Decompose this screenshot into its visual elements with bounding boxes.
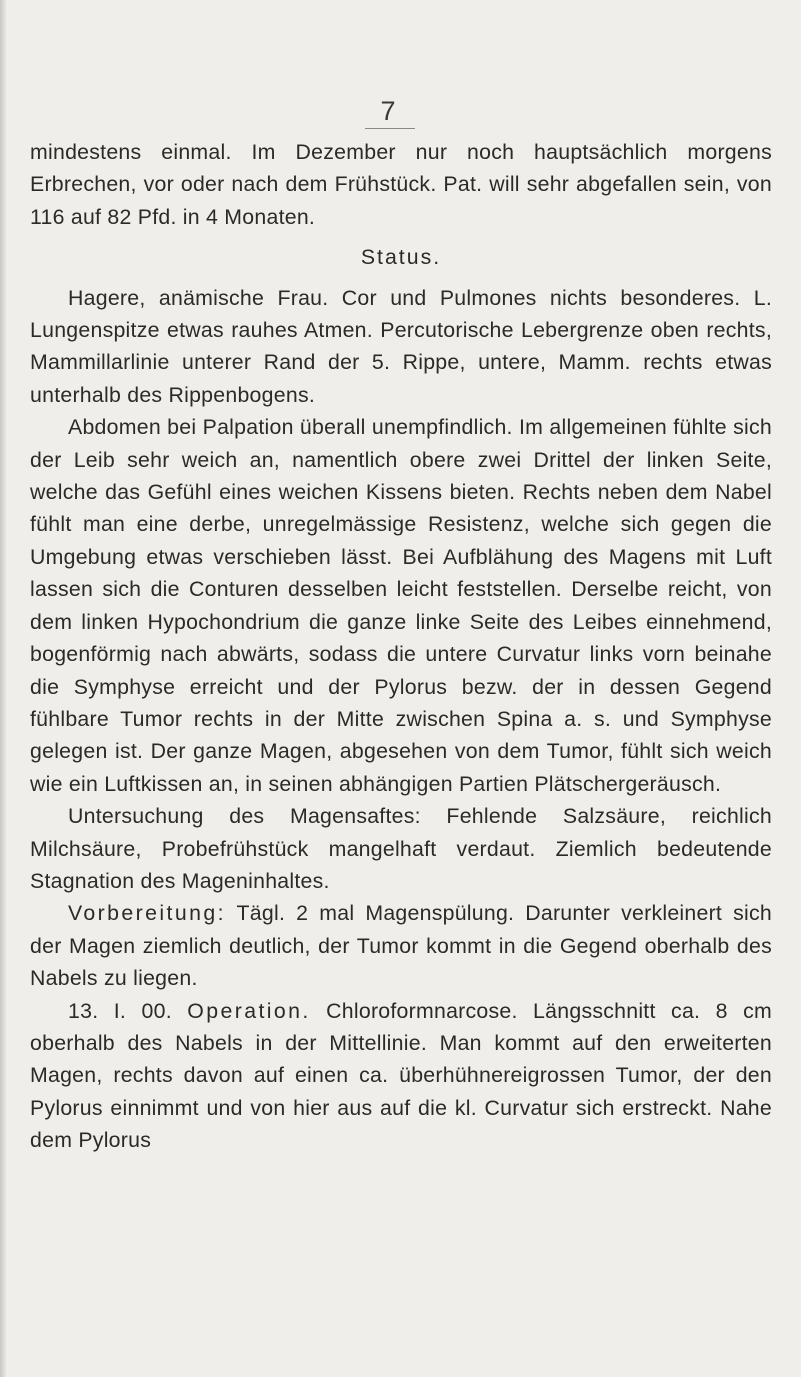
page-number-rule [365,128,415,129]
page-number: 7 [380,96,396,126]
paragraph-operation [30,995,772,1157]
paragraph-general-status: Hagere, anämische Frau. Cor und Pulmones nichts besonderes. L. Lungenspitze etwas rauhes Atmen. Percutorische Lebergrenze oben rechts, Mammillarlinie unterer Rand der 5. Rippe, untere, Mamm. rechts etwas unterhalb des Rippenbogens. [30,285,772,407]
paragraph-abdomen: Abdomen bei Palpation überall unempfindlich. Im allgemeinen fühlte sich der Leib sehr weich an, namentlich obere zwei Drittel der linken Seite, welche das Gefühl eines weichen Kissens bieten. Rechts neben dem Nabel fühlt man eine derbe, unregelmässige Resistenz, welche sich gegen die Umgebung etwas verschieben lässt. Bei Aufblähung des Magens mit Luft lassen sich die Conturen desselben leicht feststellen. Derselbe reicht, von dem linken Hypochondrium die ganze linke Seite des Leibes einnehmend, bogenförmig nach abwärts, sodass die untere Curvatur links vorn beinahe die Symphyse erreicht und der Pylorus bezw. der in dessen Gegend fühlbare Tumor rechts in der Mitte zwischen Spina a. s. und Symphyse gelegen ist. Der ganze Magen, abgesehen von dem Tumor, fühlt sich weich wie ein Luftkissen an, in seinen abhängigen Partien Plätschergeräusch. [30,415,772,796]
text-operation: Chloroformnarcose. Längsschnitt ca. 8 cm oberhalb des Nabels in der Mittellinie. Man kommt auf den erweiterten Magen, rechts davon auf einen ca. überhühnereigrossen Tumor, der den Pylorus einnimmt und von hier aus auf die kl. Curvatur sich erstreckt. Nahe dem Pylorus [30,998,773,1153]
text-preparation: Tägl. 2 mal Magenspülung. Darunter verkleinert sich der Magen ziemlich deutlich, der Tumor kommt in die Gegend oberhalb des Nabels zu liegen. [30,901,772,991]
page-edge-shadow [0,0,6,1377]
section-heading-status: Status. [360,245,442,270]
label-operation: Operation. [187,998,311,1023]
paragraph-gastric-juice: Untersuchung des Magensaftes: Fehlende Salzsäure, reichlich Milchsäure, Probefrühstück mangelhaft verdaut. Ziemlich bedeutende Stagnation des Mageninhaltes. [30,804,772,893]
document-body [30,136,772,1157]
paragraph-anamnesis: mindestens einmal. Im Dezember nur noch hauptsächlich morgens Erbrechen, vor oder nach dem Frühstück. Pat. will sehr abgefallen sein, von 116 auf 82 Pfd. in 4 Monaten. [30,140,772,229]
operation-date: 13. I. 00. [68,998,188,1023]
paragraph-preparation [30,897,772,994]
label-preparation: Vorbereitung: [68,901,226,926]
